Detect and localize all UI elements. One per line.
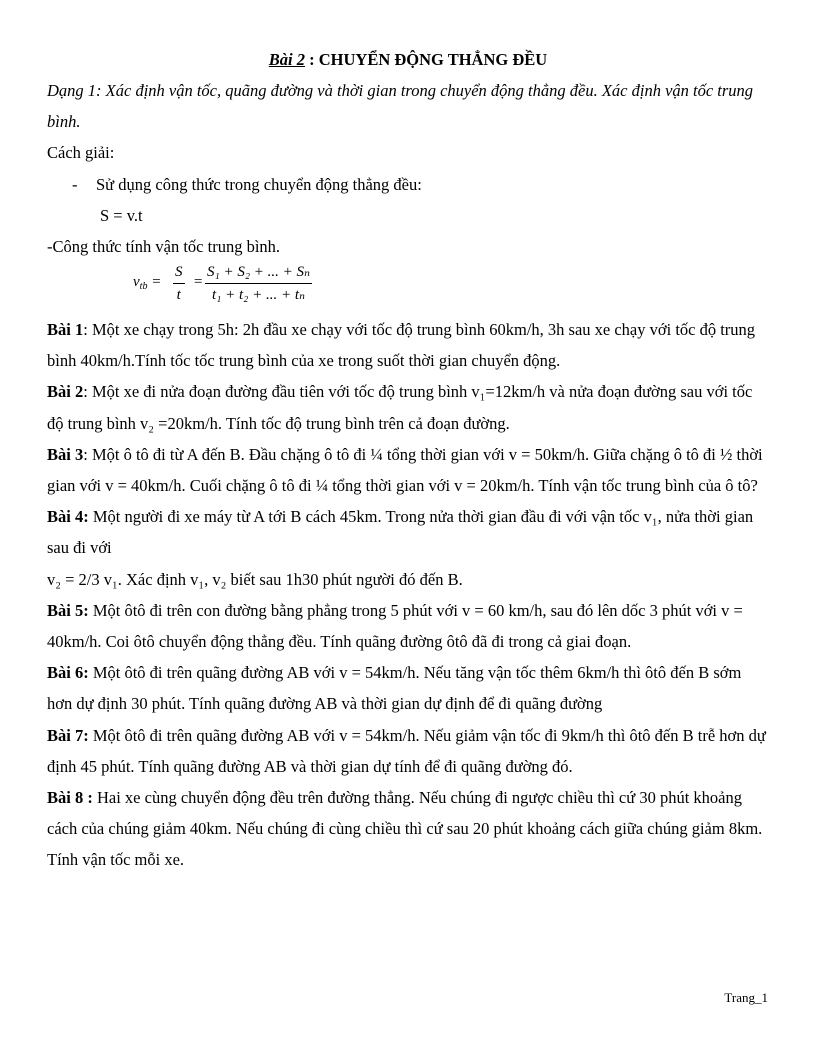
- lesson-title: [47, 44, 769, 75]
- problem-4: Bài 4: Một người đi xe máy từ A tới B cách 45km. Trong nửa thời gian đầu đi với vận tốc v₁, nửa thời gian sau đi với: [47, 507, 754, 558]
- fraction-denominator: t: [176, 287, 181, 304]
- solution-heading: Cách giải:: [47, 143, 115, 163]
- bullet-dash: -: [72, 174, 78, 194]
- problem-1: Bài 1: Một xe chạy trong 5h: 2h đầu xe chạy với tốc độ trung bình 60km/h, 3h sau xe chạy với tốc độ trung bình 40km/h.Tính tốc tốc trung bình của xe trong suốt thời gian chuyển động.: [47, 320, 756, 371]
- average-speed-heading: -Công thức tính vận tốc trung bình.: [47, 236, 281, 256]
- type-1-heading: Dạng 1: Xác định vận tốc, quãng đường và thời gian trong chuyển động thẳng đều. Xác định vận tốc trung bình.: [47, 81, 754, 132]
- formula-lhs: $v_{tb}$ =: [133, 274, 162, 293]
- problem-5: Bài 5: Một ôtô đi trên con đường bằng phẳng trong 5 phút với v = 60 km/h, sau đó lên dốc 3 phút với v = 40km/h. Coi ôtô chuyển động thẳng đều. Tính quãng đường ôtô đã đi trong cả giai đoạn.: [47, 600, 743, 652]
- lesson-title-text: : CHUYỂN ĐỘNG THẲNG ĐỀU: [305, 50, 548, 69]
- fraction-numerator: S: [173, 262, 185, 284]
- problem-2: Bài 2: Một xe đi nửa đoạn đường đầu tiên với tốc độ trung bình v₁=12km/h và nửa đoạn đường sau với tốc độ trung bình v₂ =20km/h. Tính tốc độ trung bình trên cả đoạn đường.: [47, 382, 753, 433]
- problem-7: Bài 7: Một ôtô đi trên quãng đường AB với v = 54km/h. Nếu giảm vận tốc đi 9km/h thì ôtô đến B trễ hơn dự định 45 phút. Tính quãng đường AB và thời gian dự tính để đi quãng đường đó.: [47, 725, 766, 776]
- fraction-sum-denominator: t₁ + t₂ + ... + tₙ: [211, 287, 306, 304]
- formula-distance: S = v.t: [100, 205, 143, 225]
- method-bullet: [47, 169, 769, 200]
- fraction-sum-numerator: S₁ + S₂ + ... + Sₙ: [205, 262, 312, 284]
- equals-sign: =: [193, 274, 204, 291]
- fraction-sum: [205, 262, 312, 305]
- problem-6: Bài 6: Một ôtô đi trên quãng đường AB với v = 54km/h. Nếu tăng vận tốc thêm 6km/h thì ôtô đến B sớm hơn dự định 30 phút. Tính quãng đường AB và thời gian dự định để đi quãng đường: [47, 663, 742, 714]
- problem-4-continued: v₂ = 2/3 v₁. Xác định v₁, v₂ biết sau 1h30 phút người đó đến B.: [47, 569, 463, 589]
- document-page: [47, 44, 769, 876]
- fraction-s-over-t: [173, 262, 185, 305]
- formula-average-speed: [133, 262, 769, 314]
- page-footer: Trang_1: [724, 990, 768, 1005]
- lesson-number: Bài 2: [268, 50, 306, 69]
- problem-3: Bài 3: Một ô tô đi từ A đến B. Đầu chặng ô tô đi ¼ tổng thời gian với v = 50km/h. Giữa chặng ô tô đi ½ thời gian với v = 40km/h. Cuối chặng ô tô đi ¼ tổng thời gian với v = 20km/h. Tính vận tốc trung bình của ô tô?: [47, 444, 763, 496]
- problem-8: Bài 8 : Hai xe cùng chuyển động đều trên đường thẳng. Nếu chúng đi ngược chiều thì cứ 30 phút khoảng cách của chúng giảm 40km. Nếu chúng đi cùng chiều thì cứ sau 20 phút khoảng cách giữa chúng giảm 8km. Tính vận tốc mỗi xe.: [47, 788, 763, 870]
- method-bullet-text: Sử dụng công thức trong chuyển động thẳng đều:: [96, 174, 422, 194]
